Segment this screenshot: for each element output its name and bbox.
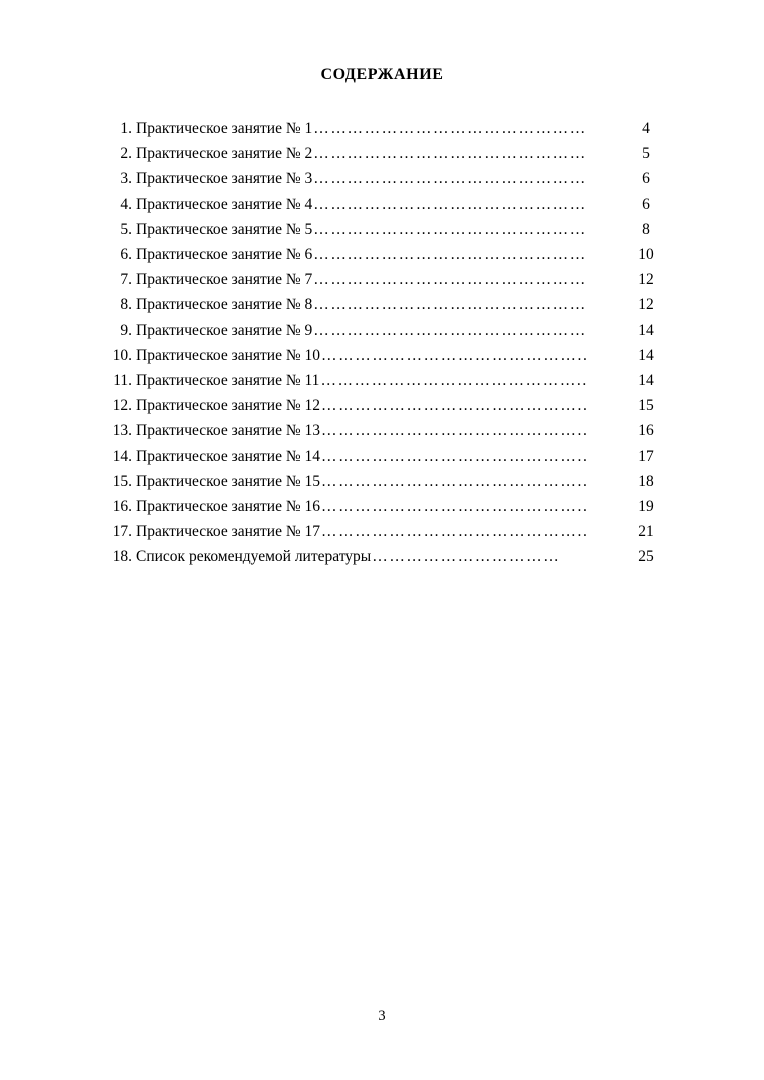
toc-entry-label: Практическое занятие № 4: [136, 195, 313, 213]
toc-entry-label: Практическое занятие № 7: [136, 271, 313, 289]
toc-entry[interactable]: [96, 519, 666, 544]
toc-entry-number: 1.: [120, 120, 132, 137]
toc-entry-leader: ………………………………………..: [321, 472, 589, 490]
toc-entry-number: 8.: [120, 296, 132, 314]
toc-entry-page: 6: [642, 195, 650, 213]
toc-entry[interactable]: [96, 192, 666, 217]
toc-entry-leader: …………………………………………: [313, 296, 587, 314]
toc-entry-number: 18.: [112, 548, 132, 566]
toc-entry-page: 25: [638, 548, 654, 566]
toc-entry-page: 14: [638, 372, 654, 390]
toc-entry-leader: ………………………………………..: [321, 498, 589, 516]
toc-entry-leader: ………………………………………..: [321, 346, 589, 364]
toc-entry-leader: ………………………………………..: [321, 447, 589, 465]
toc-entry-page: 17: [638, 447, 654, 465]
toc-entry-label: Практическое занятие № 6: [136, 246, 313, 264]
toc-entry[interactable]: [96, 444, 666, 469]
toc-entry-page: 4: [642, 120, 650, 137]
toc-entry-number: 17.: [112, 523, 132, 541]
toc-entry-page: 5: [642, 145, 650, 163]
toc-entry-page: 15: [638, 397, 654, 415]
toc-entry-label: Практическое занятие № 14: [136, 447, 321, 465]
toc-entry[interactable]: [96, 494, 666, 519]
toc-entry-label: Практическое занятие № 12: [136, 397, 321, 415]
toc-entry[interactable]: [96, 267, 666, 292]
toc-entry-page: 16: [638, 422, 654, 440]
toc-entry-page: 14: [638, 321, 654, 339]
toc-entry[interactable]: [96, 116, 666, 141]
toc-entry-label: Практическое занятие № 2: [136, 145, 313, 163]
toc-entry-leader: ………………………………………..: [321, 523, 589, 541]
toc-entry[interactable]: [96, 217, 666, 242]
toc-entry-label: Практическое занятие № 17: [136, 523, 321, 541]
toc-entry-label: Практическое занятие № 13: [136, 422, 321, 440]
toc-entry-label: Практическое занятие № 5: [136, 220, 313, 238]
toc-entry-leader: ………………………………………..: [321, 422, 589, 440]
toc-entry[interactable]: [96, 343, 666, 368]
toc-entry-leader: …………………………………………: [313, 170, 587, 188]
toc-entry-page: 12: [638, 271, 654, 289]
toc-entry[interactable]: [96, 242, 666, 267]
toc-entry-page: 14: [638, 346, 654, 364]
toc-entry-number: 13.: [112, 422, 132, 440]
toc-entry-leader: …………………………………………: [313, 321, 587, 339]
toc-entry-page: 10: [638, 246, 654, 264]
toc-entry[interactable]: [96, 292, 666, 317]
toc-entry-number: 5.: [120, 220, 132, 238]
toc-entry-label: Практическое занятие № 3: [136, 170, 313, 188]
toc-entry-label: Практическое занятие № 1: [136, 120, 313, 137]
toc-entry[interactable]: [96, 368, 666, 393]
toc-entry[interactable]: [96, 141, 666, 166]
toc-entry[interactable]: [96, 393, 666, 418]
toc-entry-number: 6.: [120, 246, 132, 264]
toc-entry-leader: ………………………………………..: [320, 372, 588, 390]
toc-entry-number: 16.: [112, 498, 132, 516]
toc-entry-number: 9.: [120, 321, 132, 339]
toc-entry-label: Практическое занятие № 15: [136, 472, 321, 490]
toc-entry-page: 18: [638, 472, 654, 490]
toc-entry-leader: ………………………………………..: [321, 397, 589, 415]
toc-entry-number: 7.: [120, 271, 132, 289]
toc-entry-page: 12: [638, 296, 654, 314]
toc-entry[interactable]: [96, 166, 666, 191]
toc-entry[interactable]: [96, 318, 666, 343]
toc-entry-number: 4.: [120, 195, 132, 213]
toc-entry-leader: …………………………………………: [313, 145, 587, 163]
toc-entry-label: Практическое занятие № 11: [136, 372, 320, 390]
toc-entry-number: 10.: [112, 346, 132, 364]
toc-entry-label: Практическое занятие № 10: [136, 346, 321, 364]
toc-entry-leader: …………………………………………: [313, 220, 587, 238]
toc-entry-page: 6: [642, 170, 650, 188]
toc-entry-page: 21: [638, 523, 654, 541]
toc-entry-number: 3.: [120, 170, 132, 188]
toc-entry-number: 11.: [113, 372, 132, 390]
toc-entry-leader: …………………………………………: [313, 246, 587, 264]
toc-entry-number: 2.: [120, 145, 132, 163]
toc-entry[interactable]: [96, 544, 666, 569]
toc-entry-leader: …………………………………………: [313, 195, 587, 213]
toc-entry-leader: ……………………………: [372, 548, 561, 566]
toc-entry-label: Практическое занятие № 9: [136, 321, 313, 339]
toc-entry-label: Список рекомендуемой литературы: [136, 548, 372, 566]
toc-entry-label: Практическое занятие № 16: [136, 498, 321, 516]
toc-entry-number: 12.: [112, 397, 132, 415]
toc-entry-leader: …………………………………………: [313, 271, 587, 289]
toc-entry-page: 8: [642, 220, 650, 238]
toc-entry[interactable]: [96, 418, 666, 443]
toc-entry-leader: …………………………………………: [313, 120, 587, 137]
toc-entry-page: 19: [638, 498, 654, 516]
toc-entry[interactable]: [96, 469, 666, 494]
page-number: 3: [378, 1008, 386, 1024]
table-of-contents: [96, 116, 666, 570]
toc-entry-number: 14.: [112, 447, 132, 465]
page-title: СОДЕРЖАНИЕ: [320, 66, 444, 83]
toc-entry-label: Практическое занятие № 8: [136, 296, 313, 314]
toc-entry-number: 15.: [112, 472, 132, 490]
